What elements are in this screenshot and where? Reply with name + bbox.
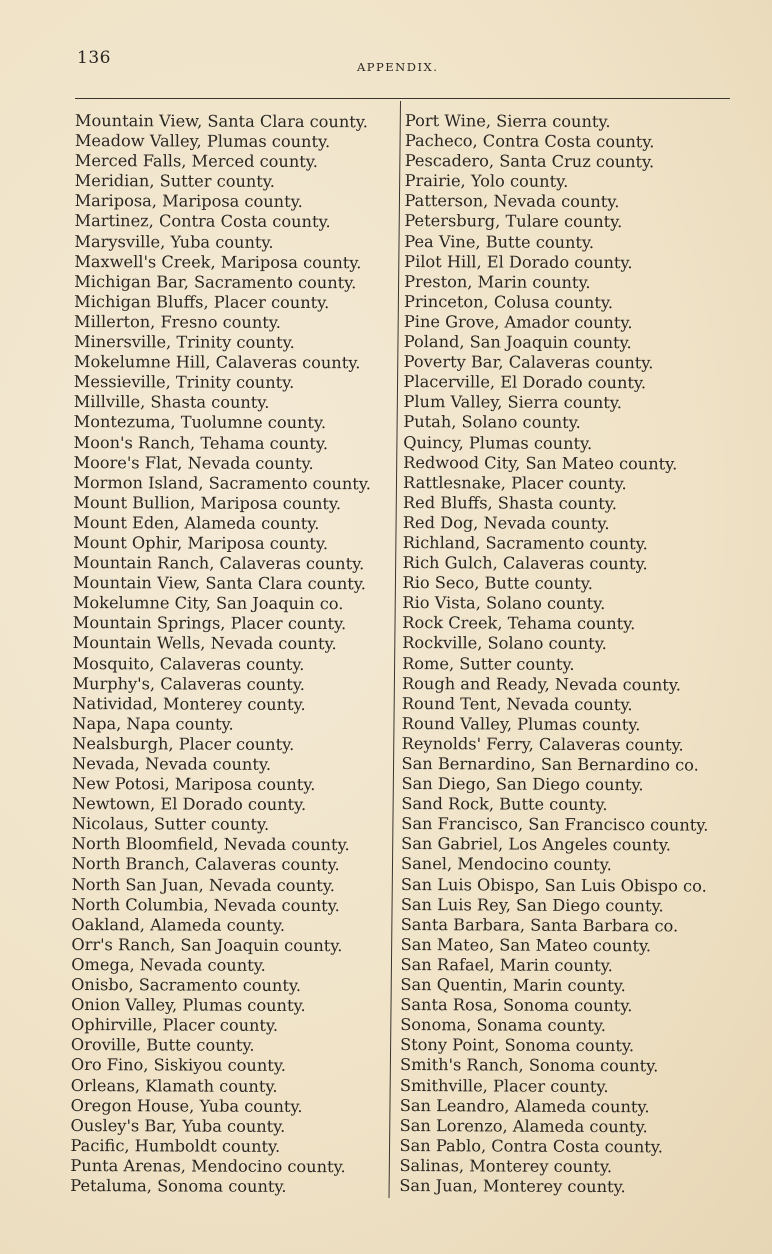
list-item: Mount Ophir, Mariposa county.	[73, 532, 329, 554]
list-item: Mountain View, Santa Clara county.	[74, 111, 368, 132]
list-item: Pescadero, Santa Cruz county.	[404, 151, 655, 172]
list-item: Rockville, Solano county.	[402, 633, 607, 654]
list-item: Orleans, Klamath county.	[70, 1075, 278, 1096]
list-item: Rough and Ready, Nevada county.	[401, 673, 682, 695]
list-item: Mariposa, Mariposa county.	[74, 191, 303, 212]
list-item: Sand Rock, Butte county.	[401, 794, 608, 815]
list-item: Richland, Sacramento county.	[402, 532, 648, 554]
list-item: Martinez, Contra Costa county.	[74, 211, 331, 232]
page-number: 136	[77, 48, 111, 68]
list-item: North San Juan, Nevada county.	[71, 874, 335, 895]
list-item: Reynolds' Ferry, Calaveras county.	[401, 733, 684, 755]
list-item: Poverty Bar, Calaveras county.	[403, 352, 654, 373]
list-item: Salinas, Monterey county.	[399, 1155, 613, 1176]
list-item: Millerton, Fresno county.	[74, 311, 281, 332]
list-item: San Rafael, Marin county.	[400, 954, 613, 976]
list-item: Rattlesnake, Placer county.	[403, 472, 627, 493]
right-column	[399, 111, 712, 1198]
list-item: Mountain View, Santa Clara county.	[72, 573, 366, 594]
list-item: Mosquito, Calaveras county.	[72, 653, 305, 674]
list-item: San Lorenzo, Alameda county.	[399, 1115, 648, 1136]
list-item: Nevada, Nevada county.	[72, 753, 272, 774]
list-item: Minersville, Trinity county.	[73, 332, 295, 352]
list-item: Rio Vista, Solano county.	[402, 593, 606, 614]
list-item: Meadow Valley, Plumas county.	[74, 131, 331, 152]
list-item: Mokelumne City, San Joaquin co.	[72, 593, 344, 614]
list-item: Quincy, Plumas county.	[403, 432, 593, 453]
list-item: Princeton, Colusa county.	[403, 291, 614, 312]
list-item: Oregon House, Yuba county.	[70, 1095, 303, 1116]
list-item: Petaluma, Sonoma county.	[70, 1175, 287, 1196]
list-item: Mormon Island, Sacramento county.	[73, 472, 372, 493]
list-item: Merced Falls, Merced county.	[74, 151, 318, 172]
list-item: Petersburg, Tulare county.	[404, 211, 623, 232]
list-item: San Diego, San Diego county.	[401, 774, 644, 795]
list-item: Oro Fino, Siskiyou county.	[70, 1055, 286, 1076]
header-rule	[75, 98, 730, 99]
list-item: San Francisco, San Francisco county.	[401, 814, 709, 835]
list-item: Nealsburgh, Placer county.	[72, 733, 295, 754]
list-item: Ophirville, Placer county.	[70, 1015, 279, 1036]
list-item: Onion Valley, Plumas county.	[71, 995, 306, 1016]
list-item: Redwood City, San Mateo county.	[403, 452, 678, 474]
list-item: Smith's Ranch, Sonoma county.	[399, 1055, 659, 1076]
list-item: North Branch, Calaveras county.	[71, 854, 340, 875]
list-item: Oroville, Butte county.	[70, 1035, 255, 1056]
list-item: Round Valley, Plumas county.	[401, 713, 641, 735]
list-item: Omega, Nevada county.	[71, 954, 266, 975]
list-item: North Columbia, Nevada county.	[71, 894, 340, 915]
list-item: Moore's Flat, Nevada county.	[73, 452, 314, 473]
list-item: Pacific, Humboldt county.	[70, 1135, 281, 1156]
list-item: San Juan, Monterey county.	[399, 1175, 626, 1197]
list-item: Santa Rosa, Sonoma county.	[400, 995, 633, 1016]
list-item: Rich Gulch, Calaveras county.	[402, 553, 648, 574]
list-item: Pacheco, Contra Costa county.	[404, 131, 655, 152]
list-item: Nicolaus, Sutter county.	[71, 814, 270, 835]
list-item: Sonoma, Sonama county.	[400, 1015, 606, 1036]
list-item: Prairie, Yolo county.	[404, 171, 569, 192]
list-item: Michigan Bluffs, Placer county.	[74, 291, 330, 312]
list-item: Messieville, Trinity county.	[73, 372, 295, 393]
list-item: Natividad, Monterey county.	[72, 693, 306, 714]
list-item: San Luis Obispo, San Luis Obispo co.	[400, 874, 707, 896]
list-item: Putah, Solano county.	[403, 412, 581, 433]
list-item: Moon's Ranch, Tehama county.	[73, 432, 329, 453]
list-item: Plum Valley, Sierra county.	[403, 392, 623, 413]
list-item: Napa, Napa county.	[72, 713, 234, 734]
list-item: Pea Vine, Butte county.	[404, 231, 595, 252]
list-item: Smithville, Placer county.	[399, 1075, 609, 1096]
list-item: Punta Arenas, Mendocino county.	[70, 1155, 346, 1177]
list-item: Placerville, El Dorado county.	[403, 372, 647, 393]
list-item: San Leandro, Alameda county.	[399, 1095, 650, 1116]
left-column	[70, 111, 372, 1197]
list-item: Round Tent, Nevada county.	[401, 693, 633, 714]
list-item: Ousley's Bar, Yuba county.	[70, 1115, 286, 1136]
list-item: Maxwell's Creek, Mariposa county.	[74, 251, 362, 272]
list-item: Port Wine, Sierra county.	[404, 111, 611, 132]
list-item: San Bernardino, San Bernardino co.	[401, 753, 699, 775]
list-item: San Gabriel, Los Angeles county.	[401, 834, 671, 855]
list-item: Newtown, El Dorado county.	[71, 794, 307, 815]
column-divider	[389, 101, 401, 1198]
list-item: Mountain Ranch, Calaveras county.	[72, 553, 365, 574]
list-item: North Bloomfield, Nevada county.	[71, 834, 350, 855]
list-item: San Quentin, Marin county.	[400, 975, 626, 996]
list-item: Pilot Hill, El Dorado county.	[404, 251, 633, 272]
list-item: Sanel, Mendocino county.	[401, 854, 612, 875]
list-item: San Pablo, Contra Costa county.	[399, 1135, 663, 1157]
list-item: Orr's Ranch, San Joaquin county.	[71, 934, 343, 956]
list-item: Mountain Springs, Placer county.	[72, 613, 347, 634]
list-item: Rome, Sutter county.	[402, 653, 575, 674]
list-item: Mount Bullion, Mariposa county.	[73, 492, 342, 513]
list-item: Murphy's, Calaveras county.	[72, 673, 306, 694]
list-item: Rock Creek, Tehama county.	[402, 613, 636, 634]
list-item: New Potosi, Mariposa county.	[72, 774, 316, 795]
list-item: Stony Point, Sonoma county.	[400, 1035, 635, 1056]
list-item: Marysville, Yuba county.	[74, 231, 274, 252]
list-item: Red Dog, Nevada county.	[402, 512, 610, 533]
list-item: Pine Grove, Amador county.	[403, 311, 633, 333]
list-item: Michigan Bar, Sacramento county.	[74, 271, 357, 292]
list-item: Poland, San Joaquin county.	[403, 332, 632, 353]
list-item: Mount Eden, Alameda county.	[73, 512, 320, 533]
list-item: San Mateo, San Mateo county.	[400, 934, 652, 956]
list-item: Santa Barbara, Santa Barbara co.	[400, 914, 679, 936]
list-item: Red Bluffs, Shasta county.	[402, 492, 617, 513]
running-head: APPENDIX.	[357, 60, 439, 74]
list-item: San Luis Rey, San Diego county.	[400, 894, 664, 916]
list-item: Patterson, Nevada county.	[404, 191, 620, 212]
list-item: Montezuma, Tuolumne county.	[73, 412, 327, 433]
list-item: Meridian, Sutter county.	[74, 171, 276, 192]
list-item: Onisbo, Sacramento county.	[71, 975, 302, 996]
list-item: Rio Seco, Butte county.	[402, 573, 593, 594]
list-item: Preston, Marin county.	[404, 271, 591, 292]
list-item: Oakland, Alameda county.	[71, 914, 286, 935]
list-item: Mokelumne Hill, Calaveras county.	[73, 352, 361, 373]
list-item: Millville, Shasta county.	[73, 392, 270, 413]
list-item: Mountain Wells, Nevada county.	[72, 633, 337, 654]
